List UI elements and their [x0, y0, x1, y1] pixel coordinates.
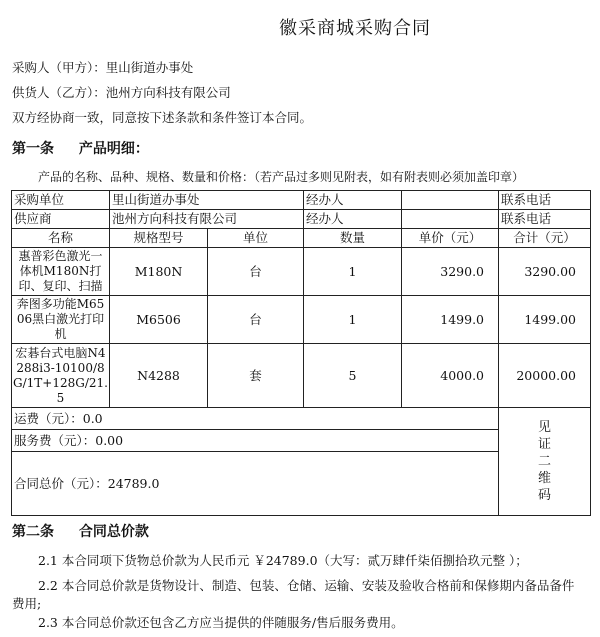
- product-name: 惠普彩色激光一体机M180N打印、复印、扫描: [12, 248, 110, 296]
- header-model: 规格型号: [110, 229, 208, 248]
- shipping-fee: 运费（元）：0.0: [12, 408, 499, 430]
- section1-heading: [12, 138, 149, 158]
- supplier-value: 池州方向科技有限公司: [110, 210, 304, 229]
- qr-code-box: [499, 408, 591, 516]
- product-price: 1499.0: [402, 296, 499, 344]
- product-price: 4000.0: [402, 344, 499, 408]
- product-total: 3290.00: [499, 248, 591, 296]
- agent-value-2: [402, 210, 499, 229]
- header-unit: 单位: [208, 229, 304, 248]
- section2-number: 第二条: [12, 524, 54, 540]
- header-price: 单价（元）: [402, 229, 499, 248]
- supplier-line: 供货人（乙方）：池州方向科技有限公司: [12, 85, 231, 100]
- clause-2-2-cont: 费用;: [12, 596, 42, 611]
- clause-2-3: 2.3 本合同总价款还包含乙方应当提供的伴随服务/售后服务费用。: [38, 615, 404, 630]
- section1-intro: 产品的名称、品种、规格、数量和价格：（若产品过多则见附表，如有附表则必须加盖印章）: [38, 170, 525, 184]
- product-table: [11, 190, 591, 516]
- product-qty: 1: [304, 248, 402, 296]
- agreement-line: 双方经协商一致，同意按下述条款和条件签订本合同。: [12, 110, 313, 125]
- product-price: 3290.0: [402, 248, 499, 296]
- section2-title: 合同总价款: [78, 524, 149, 540]
- phone-label: 联系电话: [499, 191, 591, 210]
- supplier-label: 供应商: [12, 210, 110, 229]
- service-fee: 服务费（元）：0.00: [12, 430, 499, 452]
- buyer-unit-label: 采购单位: [12, 191, 110, 210]
- product-unit: 套: [208, 344, 304, 408]
- agent-value: [402, 191, 499, 210]
- section1-number: 第一条: [12, 141, 54, 157]
- product-model: M6506: [110, 296, 208, 344]
- agent-label-2: 经办人: [304, 210, 402, 229]
- phone-label-2: 联系电话: [499, 210, 591, 229]
- product-unit: 台: [208, 248, 304, 296]
- qr-code-label: 见证二维码: [538, 420, 552, 503]
- clause-2-2: 2.2 本合同总价款是货物设计、制造、包装、仓储、运输、安装及验收合格前和保修期内备品备件: [38, 578, 575, 593]
- section1-title: 产品明细：: [78, 141, 149, 157]
- table-row: [12, 344, 591, 408]
- product-model: M180N: [110, 248, 208, 296]
- buyer-line: 采购人（甲方）：里山街道办事处: [12, 60, 194, 75]
- product-qty: 1: [304, 296, 402, 344]
- contract-total: 合同总价（元）：24789.0: [12, 452, 499, 516]
- contract-title: 徽采商城采购合同: [279, 18, 431, 39]
- product-total: 20000.00: [499, 344, 591, 408]
- table-row: [12, 296, 591, 344]
- product-qty: 5: [304, 344, 402, 408]
- table-row: [12, 248, 591, 296]
- product-name: 宏碁台式电脑N4288i3-10100/8G/1T+128G/21.5: [12, 344, 110, 408]
- agent-label: 经办人: [304, 191, 402, 210]
- header-qty: 数量: [304, 229, 402, 248]
- buyer-unit-value: 里山街道办事处: [110, 191, 304, 210]
- section2-heading: [12, 521, 149, 541]
- product-model: N4288: [110, 344, 208, 408]
- product-total: 1499.00: [499, 296, 591, 344]
- header-name: 名称: [12, 229, 110, 248]
- product-unit: 台: [208, 296, 304, 344]
- product-name: 奔图多功能M6506黑白激光打印机: [12, 296, 110, 344]
- clause-2-1: 2.1 本合同项下货物总价款为人民币元 ￥24789.0（大写：贰万肆仟柒佰捌拾玖元整 ）；: [38, 553, 528, 568]
- header-total: 合计（元）: [499, 229, 591, 248]
